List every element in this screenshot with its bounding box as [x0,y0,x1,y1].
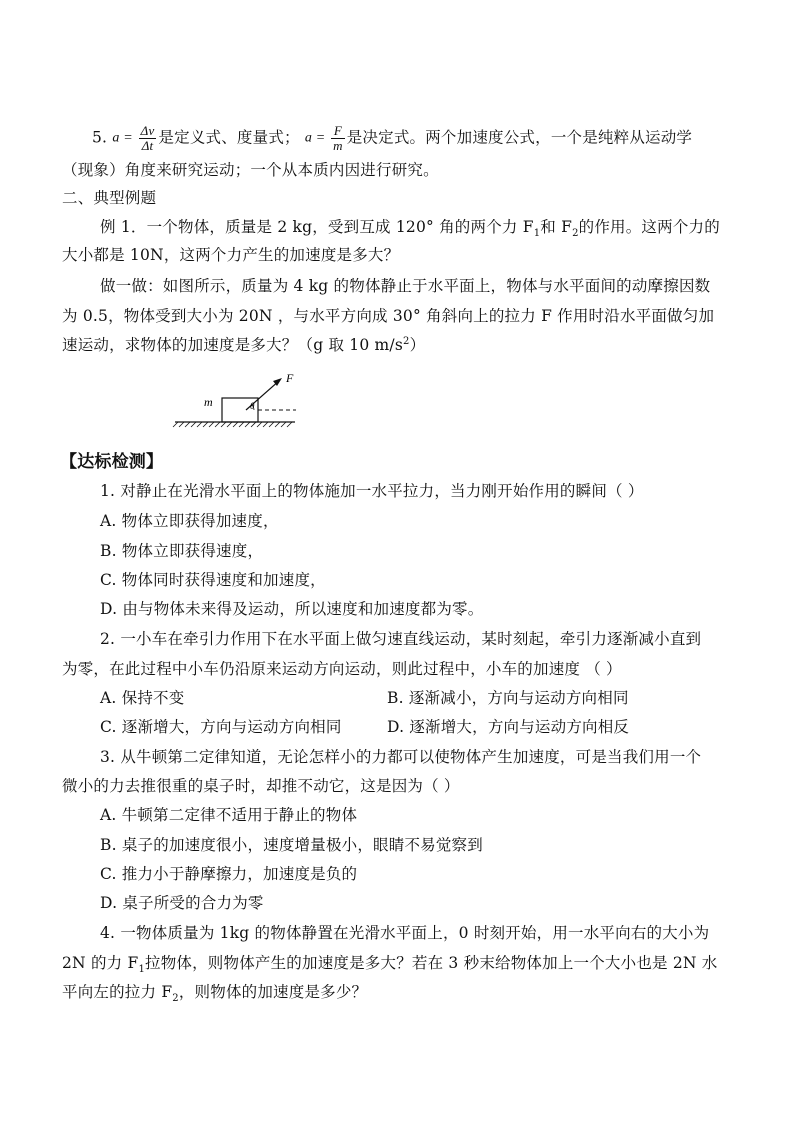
item-number: 5. [92,128,108,147]
q4-line3: 平向左的拉力 $F_2$，则物体的加速度是多少？ [62,983,368,1005]
test-section-title: 【达标检测】 [60,452,164,472]
q1-option-b: B. 物体立即获得速度， [100,542,264,560]
q3-option-a: A. 牛顿第二定律不适用于静止的物体 [100,806,358,824]
practice-line3: 速运动，求物体的加速度是多大？（g 取 10 $m/s^2$） [62,335,426,354]
example1-line2: 大小都是 10N，这两个力产生的加速度是多大？ [62,246,400,264]
definition-formula: a = $\frac{\Delta v}{\Delta t}$ [112,123,155,153]
q1-stem: 1. 对静止在光滑水平面上的物体施加一水平拉力，当力刚开始作用的瞬间（ ） [100,482,644,500]
force-label: F [286,371,294,385]
q3-stem-line2: 微小的力去推很重的桌子时，却推不动它，这是因为（ ） [62,777,460,795]
item5-line1: 5. a = $\frac{\Delta v}{\Delta t}$ 是定义式、度量式； a = $\frac{F}{m}$ 是决定式。两个加速度公式，一个是纯粹从运动学 [92,123,693,153]
q4-line1: 4. 一物体质量为 1kg 的物体静置在光滑水平面上，0 时刻开始，用一水平向右的大小为 [100,924,710,942]
q2-option-b: B. 逐渐减小，方向与运动方向相同 [387,689,629,707]
example1-line1: 例 1．一个物体，质量是 2 kg，受到互成 120° 角的两个力 $F_1$和 $F_2$的作用。这两个力的 [100,218,720,240]
q1-option-c: C. 物体同时获得速度和加速度， [100,571,326,589]
decision-formula: a = $\frac{F}{m}$ [304,123,343,153]
item5-line2: （现象）角度来研究运动；一个从本质内因进行研究。 [62,161,439,179]
q4-line2: 2N 的力 $F_1$拉物体，则物体产生的加速度是多大？若在 3 秒末给物体加上一个大小也是 2N 水 [62,954,718,976]
mass-label: m [204,395,213,409]
q2-stem-line1: 2. 一小车在牵引力作用下在水平面上做匀速直线运动，某时刻起，牵引力逐渐减小直到 [100,630,702,648]
block-incline-force-figure [170,368,310,438]
practice-line2: 为 0.5，物体受到大小为 20N ，与水平方向成 30° 角斜向上的拉力 F 作用时沿水平面做匀加 [62,307,715,325]
section-title: 二、典型例题 [62,189,157,207]
angle-label: θ [250,401,255,411]
q1-option-a: A. 物体立即获得加速度， [100,512,279,530]
q2-option-c: C. 逐渐增大，方向与运动方向相同 [100,718,342,736]
q2-option-d: D. 逐渐增大，方向与运动方向相反 [387,718,630,736]
q3-option-c: C. 推力小于静摩擦力，加速度是负的 [100,865,358,883]
practice-line1: 做一做：如图所示，质量为 4 kg 的物体静止于水平面上，物体与水平面间的动摩擦因数 [100,277,711,295]
ground-hatching [173,422,292,427]
q2-stem-line2: 为零，在此过程中小车仍沿原来运动方向运动，则此过程中，小车的加速度 （ ） [62,660,622,678]
q3-option-d: D. 桌子所受的合力为零 [100,894,264,912]
q3-stem-line1: 3. 从牛顿第二定律知道，无论怎样小的力都可以使物体产生加速度，可是当我们用一个 [100,748,702,766]
q2-option-a: A. 保持不变 [100,689,185,707]
q1-option-d: D. 由与物体未来得及运动，所以速度和加速度都为零。 [100,600,484,618]
q3-option-b: B. 桌子的加速度很小，速度增量极小，眼睛不易觉察到 [100,836,483,854]
